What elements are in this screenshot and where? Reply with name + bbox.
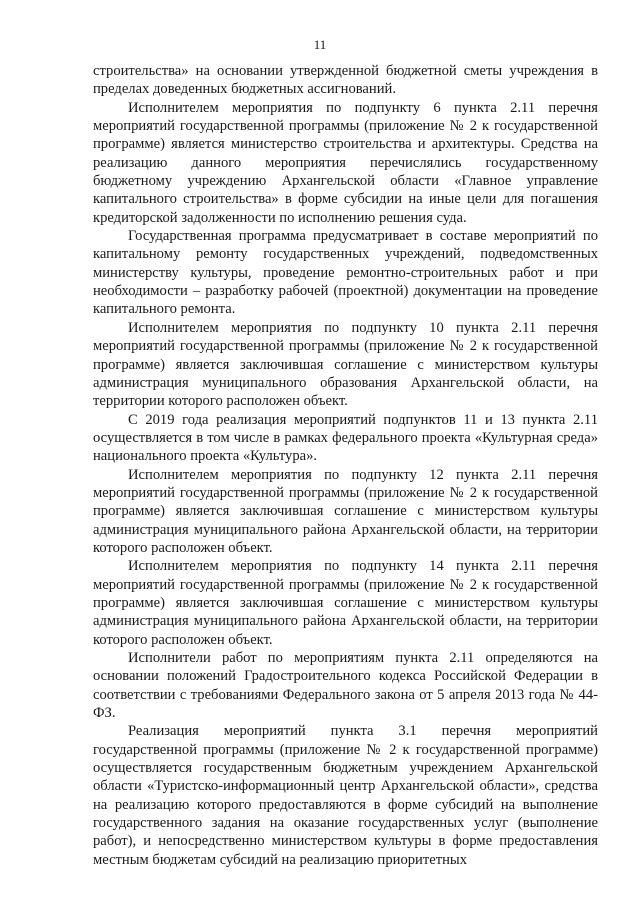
paragraph: Исполнителем мероприятия по подпункту 10 пункта 2.11 перечня мероприятий государственной программы (приложение № 2 к государственной программе) является заключившая соглашение с министерством культуры администрация муниципального образования Архангельской области, на территории которого расположен объект. [93, 319, 598, 410]
paragraph: Исполнителем мероприятия по подпункту 12 пункта 2.11 перечня мероприятий государственной программы (приложение № 2 к государственной программе) является заключившая соглашение с министерством культуры администрация муниципального района Архангельской области, на территории которого расположен объект. [93, 466, 598, 556]
page-number: 11 [313, 37, 327, 52]
paragraph: Реализация мероприятий пункта 3.1 перечня мероприятий государственной программы (приложение № 2 к государственной программе) осуществляется государственным бюджетным учреждением Архангельской области «Туристско-информационный центр Архангельской области», средства на реализацию которого предоставляются в форме субсидий на выполнение государственного задания на оказание государственных услуг (выполнение работ), и непосредственно министерством культуры в форме предоставления местным бюджетам субсидий на реализацию приоритетных [93, 723, 598, 868]
document-body [93, 62, 598, 869]
paragraph: Исполнителем мероприятия по подпункту 14 пункта 2.11 перечня мероприятий государственной программы (приложение № 2 к государственной программе) является заключившая соглашение с министерством культуры администрация муниципального района Архангельской области, на территории которого расположен объект. [93, 558, 598, 648]
paragraph: Исполнители работ по мероприятиям пункта 2.11 определяются на основании положений Градостроительного кодекса Российской Федерации в соответствии с требованиями Федерального закона от 5 апреля 2013 года № 44-ФЗ. [93, 650, 598, 722]
paragraph: Исполнителем мероприятия по подпункту 6 пункта 2.11 перечня мероприятий государственной программы (приложение № 2 к государственной программе) является министерство строительства и архитектуры. Средства на реализацию данного мероприятия перечислялись государственному бюджетному учреждению Архангельской области «Главное управление капитального строительства» в форме субсидии на иные цели для погашения кредиторской задолженности по исполнению решения суда. [93, 99, 598, 226]
paragraph: Государственная программа предусматривает в составе мероприятий по капитальному ремонту государственных учреждений, подведомственных министерству культуры, проведение ремонтно-строительных работ и при необходимости – разработку рабочей (проектной) документации на проведение капитального ремонта. [93, 228, 598, 318]
paragraph: С 2019 года реализация мероприятий подпунктов 11 и 13 пункта 2.11 осуществляется в том числе в рамках федерального проекта «Культурная среда» национального проекта «Культура». [93, 411, 598, 465]
paragraph-continued: строительства» на основании утвержденной бюджетной сметы учреждения в пределах доведенных бюджетных ассигнований. [93, 63, 598, 98]
